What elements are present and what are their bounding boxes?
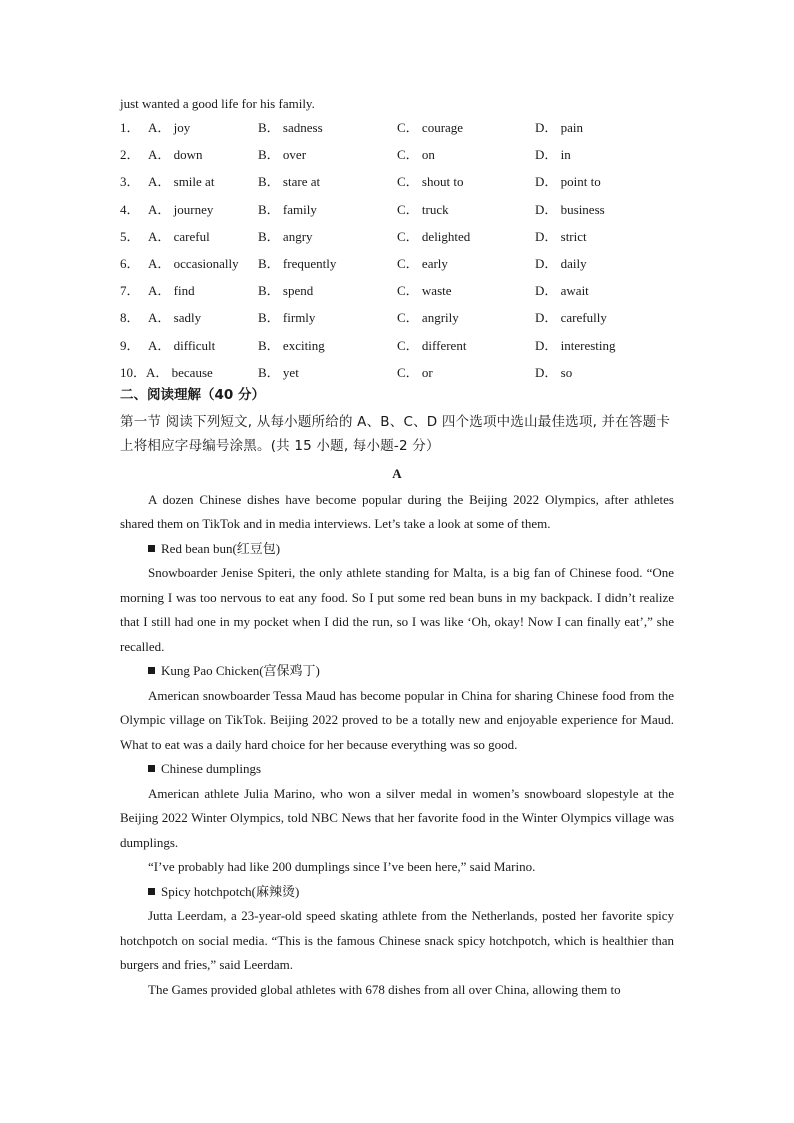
option-d: D． so (535, 364, 573, 380)
option-c: C． early (397, 255, 448, 271)
option-a: A． difficult (148, 337, 216, 353)
option-b: B． stare at (258, 174, 321, 190)
question-row: 4． A． journey B． family C． truck D． business (120, 201, 605, 217)
square-bullet-icon (148, 888, 155, 895)
question-row: 7． A． find B． spend C． waste D． await (120, 283, 589, 299)
option-a: A． occasionally (148, 255, 239, 271)
option-d: D． await (535, 283, 589, 299)
passage-heading: A (392, 465, 402, 481)
option-b: B． yet (258, 364, 299, 380)
option-b: B． firmly (258, 310, 316, 326)
option-c: C． angrily (397, 310, 459, 326)
option-d: D． interesting (535, 337, 616, 353)
square-bullet-icon (148, 765, 155, 772)
square-bullet-icon (148, 667, 155, 674)
dish-heading: Chinese dumplings (120, 757, 674, 782)
option-c: C． on (397, 147, 435, 163)
option-c: C． waste (397, 283, 452, 299)
question-row: 6． A． occasionally B． frequently C． early D． daily (120, 255, 587, 271)
option-a: A． down (148, 147, 203, 163)
dish-paragraph: American athlete Julia Marino, who won a silver medal in women’s snowboard slopestyle at the Beijing 2022 Winter Olympics, told NBC News that her favorite food in the Winter Olympics village was dumplings. (120, 785, 674, 850)
question-row: 9． A． difficult B． exciting C． different D． interesting (120, 337, 616, 353)
dish-quote: “I’ve probably had like 200 dumplings since I’ve been here,” said Marino. (148, 859, 536, 875)
option-a: A． because (146, 364, 213, 380)
option-a: A． careful (148, 228, 210, 244)
option-b: B． frequently (258, 255, 337, 271)
option-c: C． delighted (397, 228, 471, 244)
option-b: B． angry (258, 228, 313, 244)
dish-paragraph: Jutta Leerdam, a 23-year-old speed skating athlete from the Netherlands, posted her favorite spicy hotchpotch on social media. “This is the famous Chinese snack spicy hotchpotch, which is healthier than burgers and fries,” said Leerdam. (120, 908, 674, 973)
dish-heading: Spicy hotchpotch(麻辣烫) (120, 880, 674, 905)
option-d: D． in (535, 147, 571, 163)
option-d: D． daily (535, 255, 587, 271)
option-a: A． sadly (148, 310, 202, 326)
option-b: B． over (258, 147, 307, 163)
option-a: A． joy (148, 120, 191, 135)
passage-intro: A dozen Chinese dishes have become popular during the Beijing 2022 Olympics, after athletes shared them on TikTok and in media interviews. Let’s take a look at some of them. (120, 491, 674, 532)
option-b: B． spend (258, 283, 314, 299)
section-title: 二、阅读理解（40 分） (120, 386, 265, 403)
option-a: A． journey (148, 201, 214, 217)
option-c: C． shout to (397, 174, 464, 190)
section-instructions: 第一节 阅读下列短文, 从每小题所给的 A、B、C、D 四个选项中选山最佳选项, 并在答题卡上将相应字母编号涂黑。(共 15 小题, 每小题-2 分） (120, 413, 671, 454)
option-d: D． point to (535, 174, 601, 190)
question-row: 10． A． because B． yet C． or D． so (120, 364, 573, 380)
dish-paragraph: Snowboarder Jenise Spiteri, the only athlete standing for Malta, is a big fan of Chinese food. “One morning I was too nervous to eat any food. So I put some red bean buns in my backpack. I didn’t realize that I still had one in my pocket when I did the run, so I was like ‘Oh, okay! Now I can finally eat’,” she recalled. (120, 565, 674, 654)
question-list (120, 120, 674, 392)
question-row: 1． A． joy B． sadness C． courage D． pain (120, 120, 584, 135)
option-a: A． find (148, 283, 195, 299)
dish-heading: Red bean bun(红豆包) (120, 537, 674, 562)
option-c: C． courage (397, 120, 464, 135)
dish-heading: Kung Pao Chicken(宫保鸡丁) (120, 659, 674, 684)
option-d: D． pain (535, 120, 584, 135)
option-b: B． family (258, 201, 317, 217)
option-c: C． different (397, 337, 467, 353)
question-row: 5． A． careful B． angry C． delighted D． strict (120, 228, 587, 244)
option-a: A． smile at (148, 174, 215, 190)
option-d: D． business (535, 201, 605, 217)
square-bullet-icon (148, 545, 155, 552)
option-c: C． truck (397, 201, 449, 217)
option-c: C． or (397, 364, 433, 380)
closing-paragraph: The Games provided global athletes with 678 dishes from all over China, allowing them to (148, 981, 621, 997)
option-b: B． sadness (258, 120, 323, 135)
question-row: 8． A． sadly B． firmly C． angrily D． carefully (120, 310, 607, 326)
dish-paragraph: American snowboarder Tessa Maud has become popular in China for sharing Chinese food from the Olympic village on TikTok. Beijing 2022 proved to be a totally new and enjoyable experience for Maud. What to eat was a daily hard choice for her because everything was so good. (120, 687, 674, 752)
option-d: D． carefully (535, 310, 607, 326)
document-page (120, 96, 674, 1002)
question-row: 3． A． smile at B． stare at C． shout to D． point to (120, 174, 601, 190)
question-row: 2． A． down B． over C． on D． in (120, 147, 571, 163)
option-b: B． exciting (258, 337, 325, 353)
intro-line: just wanted a good life for his family. (120, 96, 315, 111)
option-d: D． strict (535, 228, 587, 244)
